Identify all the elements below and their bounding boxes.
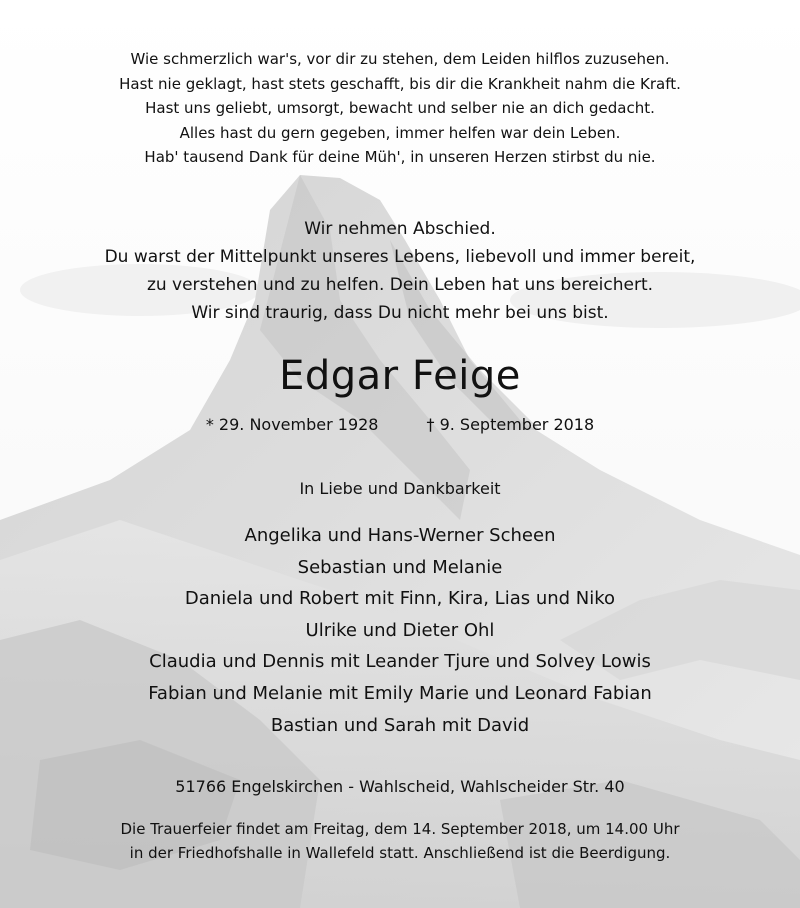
farewell-line: Du warst der Mittelpunkt unseres Lebens, liebevoll und immer bereit, xyxy=(104,247,696,267)
death-date: † 9. September 2018 xyxy=(426,415,595,434)
poem-line: Hast uns geliebt, umsorgt, bewacht und selber nie an dich gedacht. xyxy=(145,99,655,117)
mourner-entry: Ulrike und Dieter Ohl xyxy=(305,619,495,641)
deceased-name: Edgar Feige xyxy=(279,353,521,399)
poem-line: Wie schmerzlich war's, vor dir zu stehen, dem Leiden hilflos zuzusehen. xyxy=(130,50,670,68)
service-line: in der Friedhofshalle in Wallefeld statt. Anschließend ist die Beerdigung. xyxy=(129,844,671,862)
birth-date: * 29. November 1928 xyxy=(205,415,379,434)
mourner-entry: Angelika und Hans-Werner Scheen xyxy=(244,525,556,546)
service-info xyxy=(0,817,800,865)
mourner-entry: Fabian und Melanie mit Emily Marie und Leonard Fabian xyxy=(148,682,652,704)
life-dates xyxy=(0,414,800,436)
service-line: Die Trauerfeier findet am Freitag, dem 14. September 2018, um 14.00 Uhr xyxy=(120,820,680,838)
mourner-entry: Sebastian und Melanie xyxy=(297,556,503,578)
poem-line: Hast nie geklagt, hast stets geschafft, bis dir die Krankheit nahm die Kraft. xyxy=(119,74,681,93)
farewell-text xyxy=(0,215,800,327)
poem-line: Hab' tausend Dank für deine Müh', in unseren Herzen stirbst du nie. xyxy=(144,148,656,166)
poem-line: Alles hast du gern gegeben, immer helfen war dein Leben. xyxy=(179,123,621,142)
mourner-entry: Bastian und Sarah mit David xyxy=(270,714,530,736)
poem xyxy=(0,47,800,170)
farewell-line: zu verstehen und zu helfen. Dein Leben hat uns bereichert. xyxy=(146,275,654,295)
mourner-entry: Daniela und Robert mit Finn, Kira, Lias und Niko xyxy=(184,588,616,610)
mourners-list xyxy=(0,520,800,741)
farewell-line: Wir nehmen Abschied. xyxy=(304,219,496,239)
mourner-entry: Claudia und Dennis mit Leander Tjure und Solvey Lowis xyxy=(149,651,651,673)
mourners-intro: In Liebe und Dankbarkeit xyxy=(299,479,501,498)
farewell-line: Wir sind traurig, dass Du nicht mehr bei uns bist. xyxy=(191,303,609,323)
address: 51766 Engelskirchen - Wahlscheid, Wahlscheider Str. 40 xyxy=(175,777,625,796)
